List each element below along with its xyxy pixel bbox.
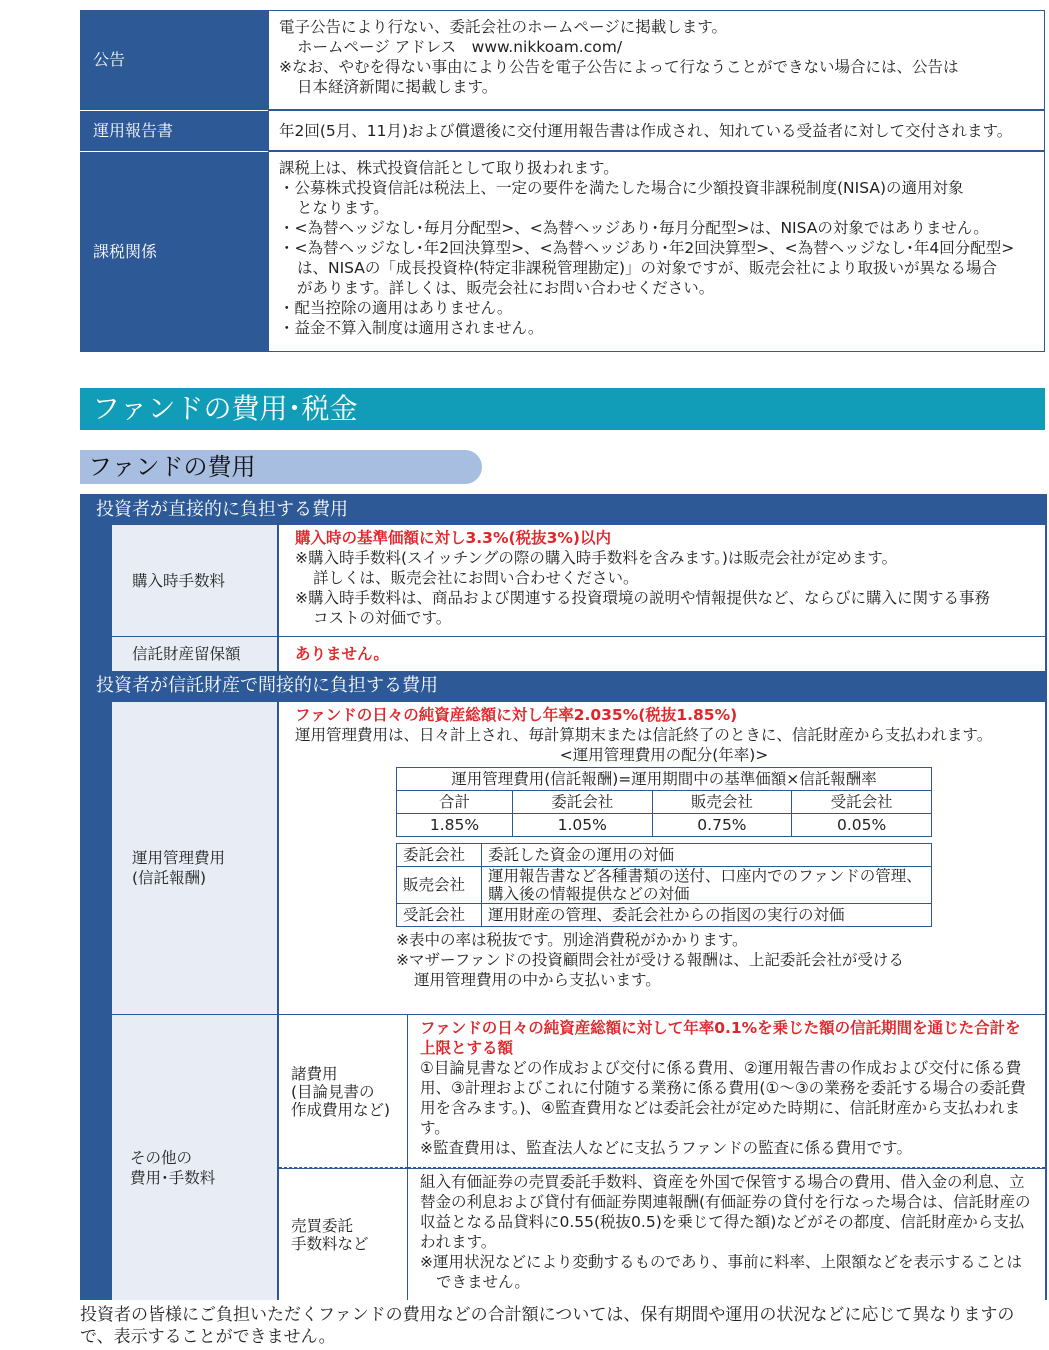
tax-content xyxy=(268,151,1045,352)
text-line: 課税上は、株式投資信託として取り扱われます。 xyxy=(279,159,619,177)
rate-cell: 1.85% xyxy=(397,814,513,837)
indirect-header: 投資者が信託財産で間接的に負担する費用 xyxy=(96,675,438,696)
purchase-fee-content xyxy=(279,525,1045,636)
label-tax: 課税関係 xyxy=(80,151,268,352)
role-name: 委託会社 xyxy=(397,844,482,867)
role-desc: 運用報告書など各種書類の送付、口座内でのファンドの管理、購入後の情報提供などの対価 xyxy=(482,867,932,904)
homepage-link[interactable]: ホームページ アドレス www.nikkoam.com/ xyxy=(297,38,623,56)
text-line: ・配当控除の適用はありません。 xyxy=(279,299,513,317)
text-line: 運用管理費用は、日々計上され、毎計算期末または信託終了のときに、信託財産から支払われます。 xyxy=(295,726,993,744)
col-header: 合計 xyxy=(397,791,513,814)
fee-split-table xyxy=(396,767,932,837)
text-line: ・<為替ヘッジなし･毎月分配型>、<為替ヘッジあり･毎月分配型>は、NISAの対象ではありません。 xyxy=(279,219,989,237)
label-text: 諸費用 xyxy=(291,1065,338,1083)
text-line: があります。詳しくは、販売会社にお問い合わせください。 xyxy=(297,279,715,297)
highlight-text: 購入時の基準価額に対し3.3%(税抜3%)以内 xyxy=(295,529,611,547)
rate-cell: 1.05% xyxy=(512,814,652,837)
label-purchase-fee xyxy=(112,525,278,636)
rate-cell: 0.05% xyxy=(792,814,932,837)
label-notice: 公告 xyxy=(80,10,268,110)
text-line: となります。 xyxy=(297,199,389,217)
note: ※表中の率は税抜です。別途消費税がかかります。 xyxy=(396,931,748,949)
label-other-fees xyxy=(112,1015,278,1300)
label-mgmt-fee xyxy=(112,702,278,1014)
text-line: 日本経済新聞に掲載します。 xyxy=(297,78,498,96)
section-title: ファンドの費用･税金 xyxy=(80,388,1045,430)
text-line: ・公募株式投資信託は税法上、一定の要件を満たした場合に少額投資非課税制度(NISA)の適用対象 xyxy=(279,179,964,197)
label-text: 費用･手数料 xyxy=(130,1168,216,1187)
info-table xyxy=(80,10,1045,352)
text-block: ①目論見書などの作成および交付に係る費用、②運用報告書の作成および交付に係る費用、③計理およびこれに付随する業務に係る費用(①～③の業務を委託する場合の委託費用を含みます。)、④監査費用などは委託会社が定めた時期に、信託財産から支払われます。 xyxy=(420,1059,1026,1137)
label-text: 手数料など xyxy=(291,1235,369,1253)
roles-table xyxy=(396,843,932,927)
footer-note: 投資者の皆様にご負担いただくファンドの費用などの合計額については、保有期間や運用の状況などに応じて異なりますので、表示することができません。 xyxy=(80,1305,1015,1347)
label-text: 購入時手数料 xyxy=(132,571,226,590)
text-line: ※なお、やむを得ない事由により公告を電子公告によって行なうことができない場合には、公告は xyxy=(279,58,959,76)
report-content xyxy=(268,110,1045,151)
label-text: 作成費用など) xyxy=(291,1101,391,1119)
text-line: ※購入時手数料(スイッチングの際の購入時手数料を含みます。)は販売会社が定めます。 xyxy=(295,549,898,567)
trading-content xyxy=(408,1169,1045,1300)
label-text: その他の xyxy=(130,1148,193,1167)
notice-content xyxy=(268,10,1045,110)
col-header: 販売会社 xyxy=(652,791,792,814)
text-line: ・益金不算入制度は適用されません。 xyxy=(279,319,544,337)
label-report: 運用報告書 xyxy=(80,110,268,151)
text-line: ・<為替ヘッジなし･年2回決算型>、<為替ヘッジあり･年2回決算型>、<為替ヘッジなし･年4回分配型> xyxy=(279,239,1015,257)
label-text: 運用管理費用 xyxy=(132,849,226,867)
label-text: (目論見書の xyxy=(291,1083,375,1101)
label-text: (信託報酬) xyxy=(132,869,207,887)
label-misc xyxy=(279,1015,408,1168)
subsection-title: ファンドの費用 xyxy=(80,450,482,484)
text-line: 年2回(5月、11月)および償還後に交付運用報告書は作成され、知れている受益者に対して交付されます。 xyxy=(279,122,1013,140)
text-line: は、NISAの「成長投資枠(特定非課税管理勘定)」の対象ですが、販売会社により取扱いが異なる場合 xyxy=(297,259,997,277)
note: ※運用状況などにより変動するものであり、事前に料率、上限額などを表示することはできません。 xyxy=(420,1253,1022,1291)
role-desc: 委託した資金の運用の対価 xyxy=(482,844,932,867)
label-text: 信託財産留保額 xyxy=(132,645,241,663)
label-text: 売買委託 xyxy=(291,1217,354,1235)
text-line: ※購入時手数料は、商品および関連する投資環境の説明や情報提供など、ならびに購入に関する事務 xyxy=(295,589,990,607)
highlight-text: ファンドの日々の純資産総額に対し年率2.035%(税抜1.85%) xyxy=(295,706,738,724)
role-name: 販売会社 xyxy=(397,867,482,904)
text-line: 詳しくは、販売会社にお問い合わせください。 xyxy=(313,569,639,587)
mgmt-fee-content xyxy=(279,702,1045,1014)
direct-header: 投資者が直接的に負担する費用 xyxy=(96,499,348,520)
table-title: <運用管理費用の配分(年率)> xyxy=(559,746,769,764)
col-header: 委託会社 xyxy=(512,791,652,814)
highlight-text: ファンドの日々の純資産総額に対して年率0.1%を乗じた額の信託期間を通じた合計を上限とする額 xyxy=(420,1019,1021,1057)
label-reserve xyxy=(112,637,278,671)
text-line: コストの対価です。 xyxy=(313,609,452,627)
text-block: 組入有価証券の売買委託手数料、資産を外国で保管する場合の費用、借入金の利息、立替金の利息および貸付有価証券関連報酬(有価証券の貸付を行なった場合は、信託財産の収益となる品貸料に0.55(税抜0.5)を乗じて得た額)などがその都度、信託財産から支払われます。 xyxy=(420,1173,1031,1251)
role-name: 受託会社 xyxy=(397,904,482,927)
col-header: 受託会社 xyxy=(792,791,932,814)
formula: 運用管理費用(信託報酬)=運用期間中の基準価額×信託報酬率 xyxy=(397,768,932,791)
text-line: 電子公告により行ない、委託会社のホームページに掲載します。 xyxy=(279,18,727,36)
note: ※監査費用は、監査法人などに支払うファンドの監査に係る費用です。 xyxy=(420,1139,912,1157)
label-trading xyxy=(279,1169,408,1300)
note: 運用管理費用の中から支払います。 xyxy=(414,971,661,989)
note: ※マザーファンドの投資顧問会社が受ける報酬は、上記委託会社が受ける xyxy=(396,951,904,969)
reserve-value: ありません。 xyxy=(279,637,1045,671)
role-desc: 運用財産の管理、委託会社からの指図の実行の対価 xyxy=(482,904,932,927)
rate-cell: 0.75% xyxy=(652,814,792,837)
misc-content xyxy=(408,1015,1045,1168)
